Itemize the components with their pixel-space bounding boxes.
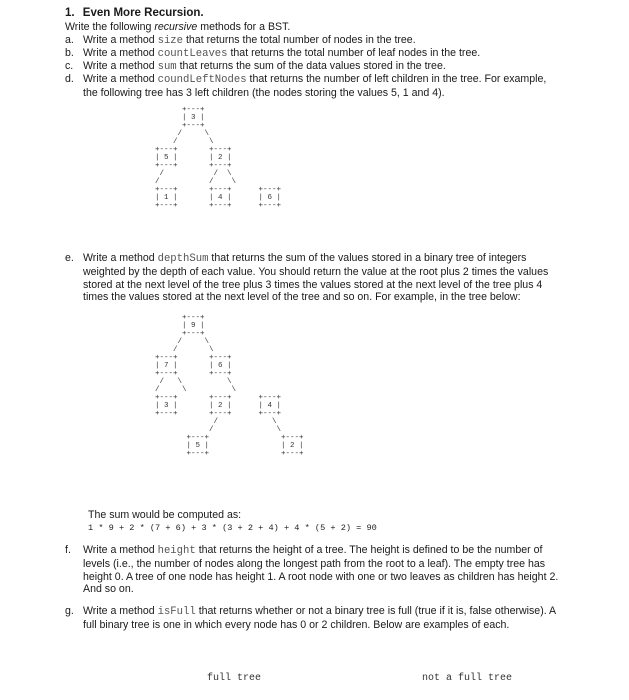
tree-diagram-depth-sum <box>155 314 304 458</box>
tree-row-level4: +---+ +---+ | 5 | | 2 | +---+ +---+ <box>186 434 304 458</box>
not-full-tree-caption: not a full tree <box>422 673 513 684</box>
method-name: depthSum <box>157 253 209 265</box>
item-label: c. <box>65 60 74 72</box>
item-a: a. Write a method size that returns the total number of nodes in the tree. <box>65 34 416 47</box>
sum-formula: 1 * 9 + 2 * (7 + 6) + 3 * (3 + 2 + 4) + 4 * (5 + 2) = 90 <box>88 523 377 533</box>
tree-diagram-left-children <box>155 106 281 210</box>
section-title: Even More Recursion. <box>82 7 204 19</box>
tree-row-level2: +---+ +---+ | 7 | | 6 | +---+ +---+ / \ \ / \ \ <box>155 354 237 394</box>
tree-row-level3: +---+ +---+ +---+ | 1 | | 4 | | 6 | +---+ +---+ +---+ <box>155 186 282 210</box>
tree-row-level2: +---+ +---+ | 5 | | 2 | +---+ +---+ / / \ / / \ <box>155 146 237 186</box>
method-name: coundLeftNodes <box>157 74 247 86</box>
section-number: 1. <box>65 7 75 19</box>
method-name: height <box>157 545 196 557</box>
tree-row-root: +---+ | 3 | +---+ / \ / \ <box>173 106 214 146</box>
item-e-label: e. <box>65 252 74 264</box>
tree-row-level3: +---+ +---+ +---+ | 3 | | 2 | | 4 | +---+ +---+ +---+ / \ / \ <box>155 394 282 434</box>
item-f: Write a method height that returns the height of a tree. The height is defined to be the number of levels (i.e., the number of nodes along the longest path from the root to a leaf). The empty tree has height 0. A tree of one node has height 1. A root node with one or two leaves as children has height 2. And so on. <box>83 544 559 596</box>
section-heading <box>65 7 204 20</box>
full-tree-caption: full tree <box>207 673 262 684</box>
item-b: b. Write a method countLeaves that returns the total number of leaf nodes in the tree. <box>65 47 481 60</box>
method-name: size <box>157 35 184 47</box>
tree-row-root: +---+ | 9 | +---+ / \ / \ <box>173 314 214 354</box>
sum-caption: The sum would be computed as: <box>88 509 242 521</box>
method-name: isFull <box>157 606 196 618</box>
method-name: countLeaves <box>157 48 228 60</box>
intro-emphasis: recursive <box>154 21 198 33</box>
item-g-label: g. <box>65 605 74 617</box>
intro-text: Write the following recursive methods for a BST. <box>65 21 291 33</box>
item-c: c. Write a method sum that returns the sum of the data values stored in the tree. <box>65 60 446 73</box>
item-label: b. <box>65 47 74 59</box>
item-d-label: d. <box>65 73 74 85</box>
item-g: Write a method isFull that returns whether or not a binary tree is full (true if it is, false otherwise). A full binary tree is one in which every node has 0 or 2 children. Below are examples of each. <box>83 605 556 631</box>
item-e: Write a method depthSum that returns the sum of the values stored in a binary tree of integers weighted by the depth of each value. You should return the value at the root plus 2 times the values stored at the next level of the tree plus 3 times the values stored at the next level of the tree plus 4 times the values stored at the next level of the tree and so on. For example, in the tree below: <box>83 252 549 304</box>
method-name: sum <box>157 61 177 73</box>
item-f-label: f. <box>65 544 71 556</box>
item-label: a. <box>65 34 74 46</box>
item-d: Write a method coundLeftNodes that returns the number of left children in the tree. For example, the following tree has 3 left children (the nodes storing the values 5, 1 and 4). <box>83 73 547 99</box>
